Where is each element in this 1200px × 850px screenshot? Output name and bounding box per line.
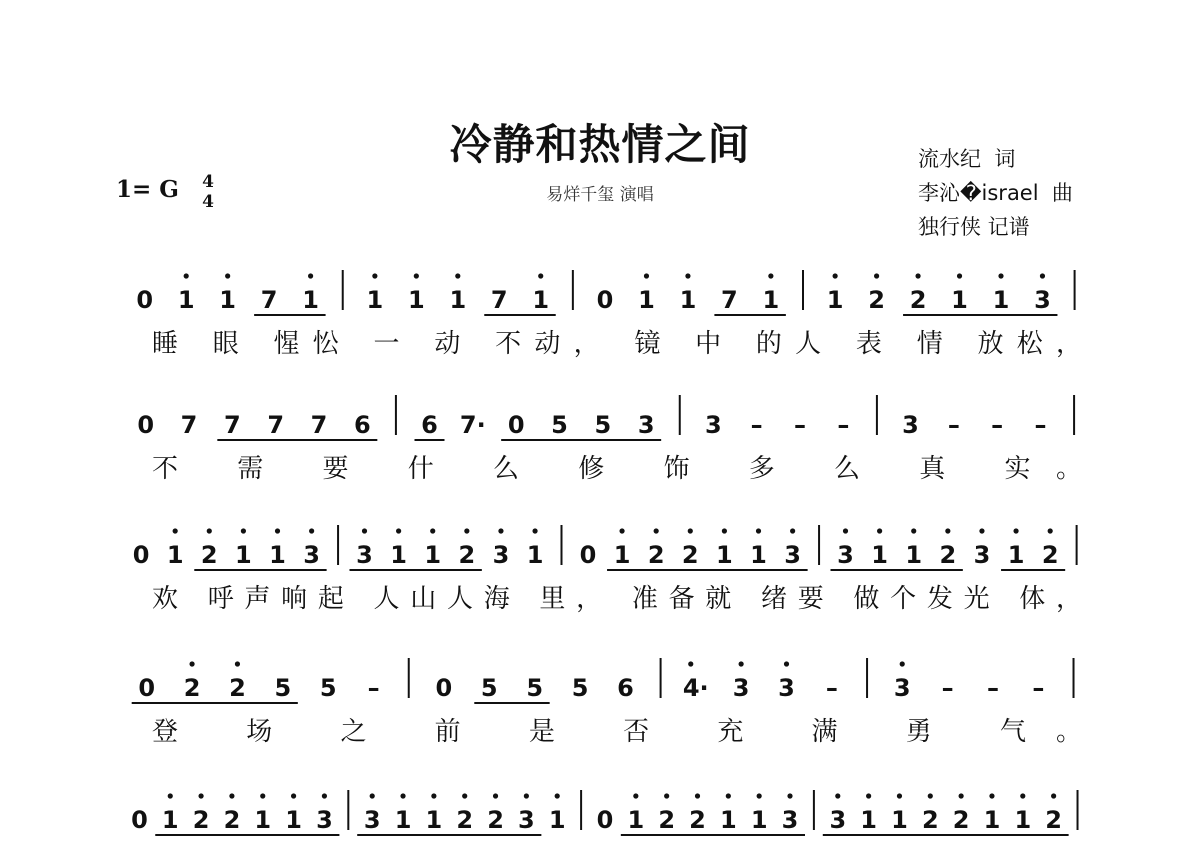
note-digit: 0 [137, 411, 155, 439]
note-digit: 2 [647, 541, 665, 569]
octave-dot [1013, 528, 1018, 533]
octave-dot [455, 273, 460, 278]
octave-dot [739, 661, 744, 666]
octave-dot [1020, 793, 1025, 798]
note-digit: 1 [750, 806, 768, 834]
octave-dot [1048, 528, 1053, 533]
note-digit: 1 [424, 541, 442, 569]
octave-dot [372, 273, 377, 278]
note-digit: 1 [871, 541, 888, 569]
octave-dot [462, 793, 467, 798]
note-digit: 1 [269, 541, 286, 569]
note-digit: 2 [223, 806, 241, 834]
note-digit: 2 [183, 674, 201, 702]
note-digit: 1 [860, 806, 877, 834]
octave-dot [538, 273, 543, 278]
performer-credit: 易烊千玺 演唱 [546, 185, 654, 205]
octave-dot [189, 661, 194, 666]
note-digit: 0 [579, 541, 597, 569]
octave-dot [835, 793, 840, 798]
time-signature-bottom: 4 [202, 192, 214, 212]
note-digit: – [947, 411, 960, 439]
note-digit: 5 [594, 411, 612, 439]
octave-dot [664, 793, 669, 798]
note-digit: 6 [617, 674, 634, 702]
note-digit: 1 [302, 286, 319, 314]
octave-dot [722, 528, 727, 533]
note-digit: 0 [138, 674, 156, 702]
note-digit: 3 [316, 806, 333, 834]
note-digit: 5 [526, 674, 544, 702]
octave-dot [644, 273, 649, 278]
note-digit: 7 [490, 286, 508, 314]
lyric-line: 欢 呼声响起 人山人海 里， 准备就 绪要 做个发光 体， [152, 584, 1082, 614]
note-digit: 2 [681, 541, 699, 569]
time-signature-top: 4 [202, 172, 214, 192]
note-digit: 1 [177, 286, 195, 314]
octave-dot [498, 528, 503, 533]
octave-dot [833, 273, 838, 278]
octave-dot [756, 528, 761, 533]
note-digit: 7 [223, 411, 241, 439]
octave-dot [430, 528, 435, 533]
note-digit: 2 [487, 806, 504, 834]
octave-dot [400, 793, 405, 798]
note-digit: 3 [893, 674, 911, 702]
octave-dot [235, 661, 240, 666]
note-digit: 1 [627, 806, 645, 834]
octave-dot [555, 793, 560, 798]
octave-dot [532, 528, 537, 533]
octave-dot [915, 273, 920, 278]
octave-dot [173, 528, 178, 533]
note-digit: 1 [532, 286, 550, 314]
note-digit: 1 [254, 806, 272, 834]
note-digit: 3 [973, 541, 991, 569]
octave-dot [757, 793, 762, 798]
note-digit: 2 [200, 541, 218, 569]
note-digit: – [367, 674, 380, 702]
note-digit: 1 [716, 541, 733, 569]
note-digit: 5 [551, 411, 568, 439]
octave-dot [726, 793, 731, 798]
octave-dot [322, 793, 327, 798]
note-digit: 3 [781, 806, 799, 834]
note-digit: 2 [456, 806, 474, 834]
octave-dot [198, 793, 203, 798]
note-digit: 3 [303, 541, 320, 569]
octave-dot [370, 793, 375, 798]
composer-credit: 李沁�israel 曲 [918, 181, 1073, 205]
note-digit: 1 [750, 541, 767, 569]
octave-dot [168, 793, 173, 798]
octave-dot [998, 273, 1003, 278]
octave-dot [633, 793, 638, 798]
note-digit: 5 [571, 674, 589, 702]
note-digit: – [825, 674, 838, 702]
note-digit: 1 [161, 806, 179, 834]
note-digit: 0 [132, 541, 150, 569]
octave-dot [493, 793, 498, 798]
octave-dot [275, 528, 280, 533]
octave-dot [784, 661, 789, 666]
note-digit: 3 [784, 541, 801, 569]
note-digit: 1 [390, 541, 407, 569]
note-digit: – [750, 411, 763, 439]
octave-dot [688, 528, 693, 533]
octave-dot [464, 528, 469, 533]
note-digit: 0 [596, 806, 614, 834]
octave-dot [1051, 793, 1056, 798]
note-digit: – [1032, 674, 1045, 702]
note-digit: 1 [826, 286, 844, 314]
octave-dot [911, 528, 916, 533]
note-digit: – [837, 411, 850, 439]
note-digit: 3 [363, 806, 381, 834]
octave-dot [524, 793, 529, 798]
note-digit: 3 [1034, 286, 1051, 314]
note-digit: 1 [891, 806, 908, 834]
octave-dot [1040, 273, 1045, 278]
note-digit: 2 [229, 674, 246, 702]
note-digit: 1 [285, 806, 302, 834]
octave-dot [790, 528, 795, 533]
note-digit: 1 [638, 286, 655, 314]
note-digit: 1 [719, 806, 737, 834]
note-digit: 2 [1041, 541, 1059, 569]
note-digit: – [941, 674, 954, 702]
note-digit: 1 [1007, 541, 1025, 569]
note-digit: 1 [366, 286, 384, 314]
note-digit: – [794, 411, 806, 439]
note-digit: 2 [868, 286, 885, 314]
note-digit: 5 [319, 674, 337, 702]
octave-dot [874, 273, 879, 278]
song-title: 冷静和热情之间 [449, 120, 751, 169]
note-digit: 7· [459, 411, 486, 439]
note-digit: – [986, 674, 999, 702]
note-digit: 6 [353, 411, 371, 439]
note-digit: 3 [732, 674, 750, 702]
note-digit: – [991, 411, 1004, 439]
octave-dot [877, 528, 882, 533]
octave-dot [843, 528, 848, 533]
octave-dot [928, 793, 933, 798]
octave-dot [979, 528, 984, 533]
octave-dot [241, 528, 246, 533]
octave-dot [989, 793, 994, 798]
lyricist-credit: 流水纪 词 [918, 147, 1016, 171]
note-digit: 2 [909, 286, 927, 314]
octave-dot [959, 793, 964, 798]
octave-dot [787, 793, 792, 798]
note-digit: 0 [136, 286, 154, 314]
note-digit: 2 [658, 806, 676, 834]
note-digit: 7 [721, 286, 738, 314]
note-digit: 6 [421, 411, 438, 439]
octave-dot [695, 793, 700, 798]
octave-dot [291, 793, 296, 798]
note-digit: 1 [166, 541, 184, 569]
lyric-line: 睡 眼 惺忪 一 动 不动， 镜 中 的人 表 情 放松， [152, 329, 1082, 359]
note-digit: 3 [778, 674, 795, 702]
note-digit: 2 [192, 806, 210, 834]
octave-dot [309, 528, 314, 533]
octave-dot [229, 793, 234, 798]
note-digit: 1 [526, 541, 544, 569]
note-digit: 3 [637, 411, 655, 439]
octave-dot [685, 273, 690, 278]
octave-dot [619, 528, 624, 533]
note-digit: 1 [905, 541, 923, 569]
note-digit: 3 [837, 541, 854, 569]
note-digit: 7 [260, 286, 278, 314]
note-digit: 1 [992, 286, 1010, 314]
octave-dot [688, 661, 693, 666]
note-digit: 3 [518, 806, 535, 834]
note-digit: 3 [356, 541, 373, 569]
note-digit: 3 [492, 541, 510, 569]
note-digit: 1 [1014, 806, 1032, 834]
note-digit: 0 [596, 286, 614, 314]
note-digit: 3 [902, 411, 919, 439]
note-digit: 2 [952, 806, 970, 834]
note-digit: 1 [425, 806, 443, 834]
note-digit: 0 [435, 674, 453, 702]
note-digit: – [1034, 411, 1047, 439]
note-digit: 2 [1045, 806, 1062, 834]
octave-dot [866, 793, 871, 798]
note-digit: 1 [449, 286, 467, 314]
octave-dot [945, 528, 950, 533]
note-digit: 3 [704, 411, 722, 439]
lyric-line: 登 场 之 前 是 否 充 满 勇 气。 [152, 717, 1082, 747]
note-digit: 4· [682, 674, 709, 702]
note-digit: 1 [613, 541, 631, 569]
note-digit: 0 [507, 411, 525, 439]
note-digit: 1 [679, 286, 697, 314]
octave-dot [414, 273, 419, 278]
note-digit: 2 [939, 541, 957, 569]
note-digit: 1 [407, 286, 425, 314]
octave-dot [225, 273, 230, 278]
note-digit: 1 [219, 286, 237, 314]
note-digit: 2 [458, 541, 476, 569]
note-digit: 7 [267, 411, 285, 439]
octave-dot [260, 793, 265, 798]
note-digit: 2 [921, 806, 939, 834]
transcriber-credit: 独行侠 记谱 [918, 215, 1030, 239]
key-signature: 1= G [116, 176, 179, 203]
note-digit: 1 [235, 541, 252, 569]
octave-dot [396, 528, 401, 533]
octave-dot [768, 273, 773, 278]
note-digit: 1 [394, 806, 412, 834]
octave-dot [957, 273, 962, 278]
note-digit: 5 [480, 674, 498, 702]
note-digit: 3 [829, 806, 847, 834]
note-digit: 7 [310, 411, 328, 439]
note-digit: 1 [951, 286, 968, 314]
note-digit: 1 [983, 806, 1001, 834]
note-digit: 1 [762, 286, 780, 314]
octave-dot [207, 528, 212, 533]
note-digit: 2 [689, 806, 706, 834]
octave-dot [308, 273, 313, 278]
octave-dot [900, 661, 905, 666]
octave-dot [184, 273, 189, 278]
octave-dot [897, 793, 902, 798]
note-digit: 7 [180, 411, 198, 439]
note-digit: 5 [274, 674, 292, 702]
lyric-line: 不 需 要 什 么 修 饰 多 么 真 实。 [152, 454, 1082, 484]
octave-dot [362, 528, 367, 533]
octave-dot [654, 528, 659, 533]
note-digit: 1 [548, 806, 566, 834]
note-digit: 0 [131, 806, 148, 834]
octave-dot [431, 793, 436, 798]
